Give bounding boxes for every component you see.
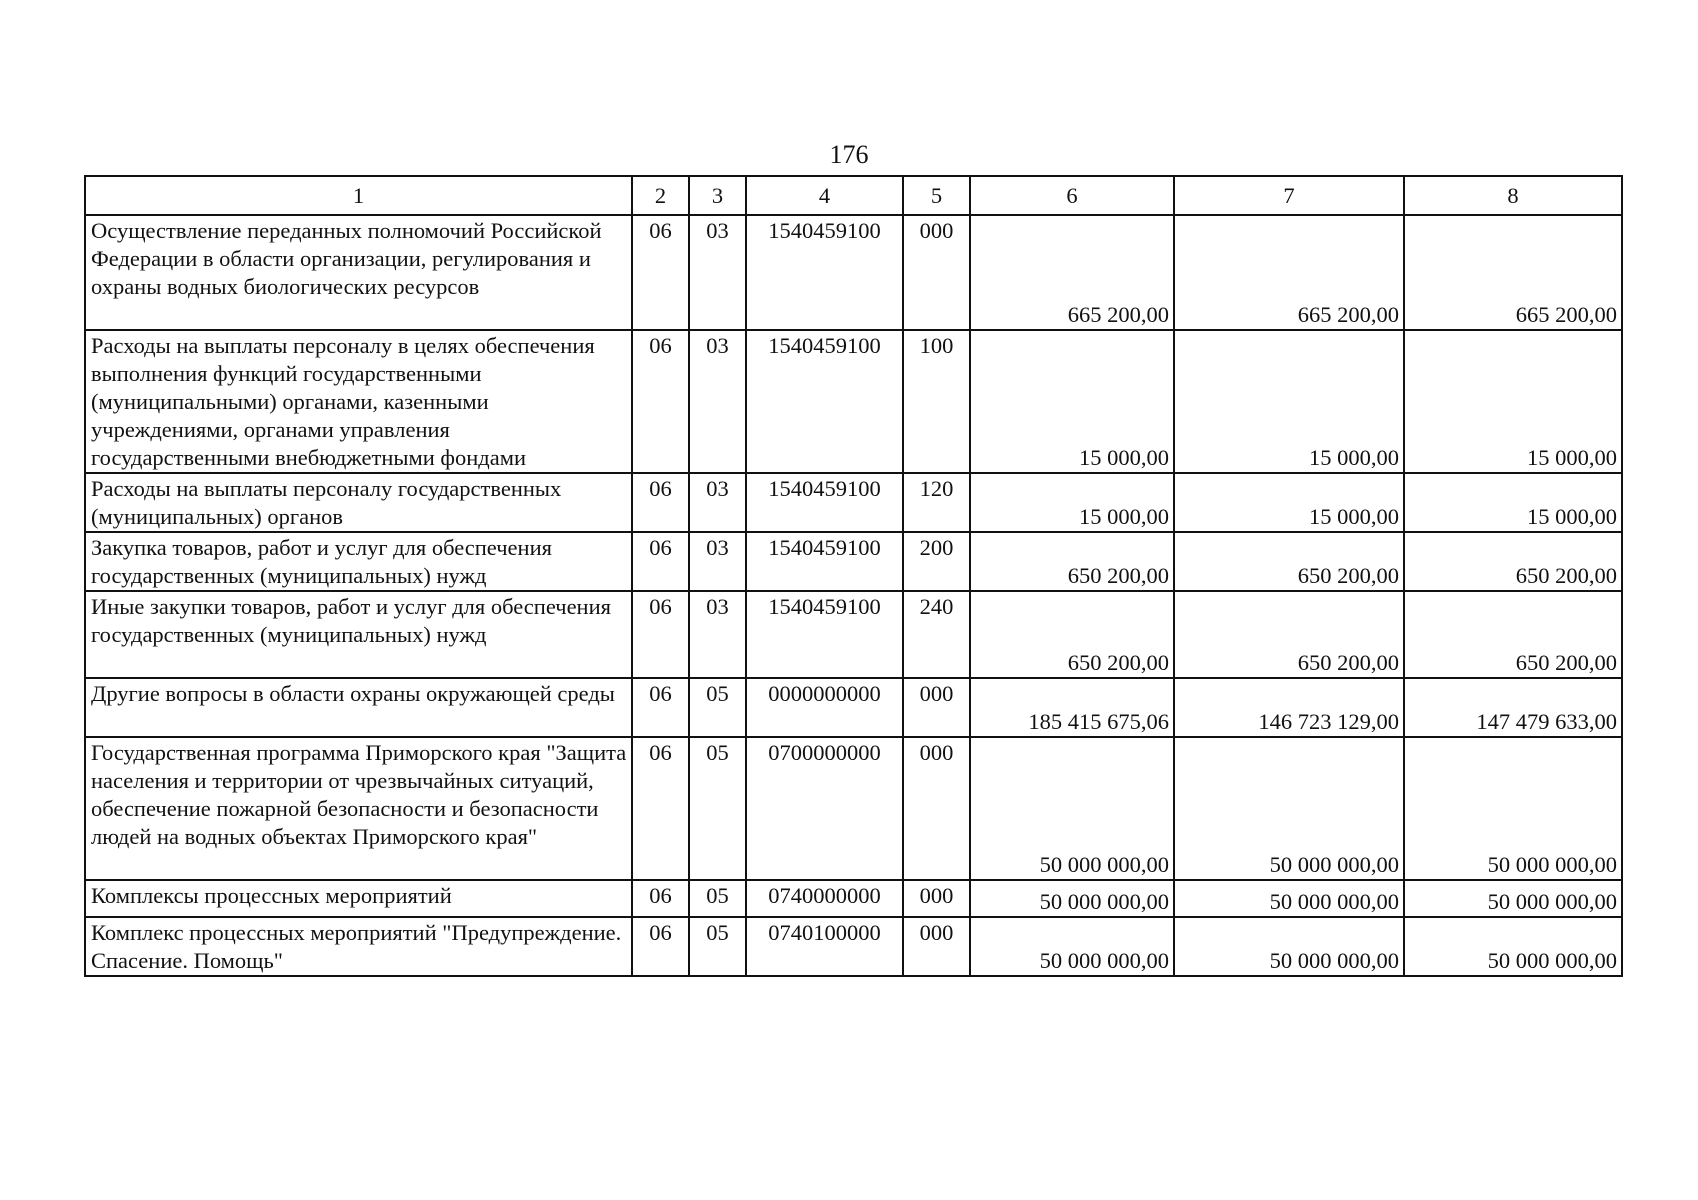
row-amount-col7: 50 000 000,00 <box>1174 880 1404 917</box>
row-subsection: 05 <box>689 880 746 917</box>
row-amount-col7: 15 000,00 <box>1174 330 1404 473</box>
table-row <box>85 215 1622 330</box>
row-target-article: 1540459100 <box>746 330 903 473</box>
row-subsection: 03 <box>689 473 746 532</box>
row-amount-col6: 50 000 000,00 <box>970 737 1174 880</box>
row-amount-col8: 50 000 000,00 <box>1404 880 1622 917</box>
row-subsection: 03 <box>689 330 746 473</box>
row-subsection: 03 <box>689 215 746 330</box>
row-expense-type: 240 <box>903 591 970 678</box>
header-col-6: 6 <box>970 176 1174 215</box>
row-name: Другие вопросы в области охраны окружающей среды <box>85 678 632 737</box>
header-col-5: 5 <box>903 176 970 215</box>
row-amount-col7: 15 000,00 <box>1174 473 1404 532</box>
row-amount-col6: 650 200,00 <box>970 532 1174 591</box>
row-section: 06 <box>632 330 689 473</box>
header-row <box>85 176 1622 215</box>
row-expense-type: 000 <box>903 880 970 917</box>
row-target-article: 1540459100 <box>746 215 903 330</box>
table-row <box>85 917 1622 976</box>
row-section: 06 <box>632 880 689 917</box>
row-name: Закупка товаров, работ и услуг для обеспечения государственных (муниципальных) нужд <box>85 532 632 591</box>
row-expense-type: 000 <box>903 737 970 880</box>
row-amount-col8: 665 200,00 <box>1404 215 1622 330</box>
header-col-3: 3 <box>689 176 746 215</box>
row-expense-type: 000 <box>903 678 970 737</box>
row-subsection: 03 <box>689 591 746 678</box>
table-row <box>85 473 1622 532</box>
row-target-article: 1540459100 <box>746 473 903 532</box>
row-amount-col6: 650 200,00 <box>970 591 1174 678</box>
row-expense-type: 000 <box>903 215 970 330</box>
row-amount-col7: 650 200,00 <box>1174 591 1404 678</box>
header-col-7: 7 <box>1174 176 1404 215</box>
row-expense-type: 000 <box>903 917 970 976</box>
row-section: 06 <box>632 678 689 737</box>
row-name: Комплексы процессных мероприятий <box>85 880 632 917</box>
row-amount-col8: 650 200,00 <box>1404 532 1622 591</box>
row-amount-col8: 650 200,00 <box>1404 591 1622 678</box>
row-amount-col6: 185 415 675,06 <box>970 678 1174 737</box>
header-col-1: 1 <box>85 176 632 215</box>
row-section: 06 <box>632 591 689 678</box>
row-name: Иные закупки товаров, работ и услуг для обеспечения государственных (муниципальных) нужд <box>85 591 632 678</box>
row-amount-col7: 665 200,00 <box>1174 215 1404 330</box>
header-col-8: 8 <box>1404 176 1622 215</box>
row-amount-col8: 50 000 000,00 <box>1404 737 1622 880</box>
row-subsection: 05 <box>689 678 746 737</box>
row-amount-col7: 146 723 129,00 <box>1174 678 1404 737</box>
table-row <box>85 678 1622 737</box>
table-row <box>85 591 1622 678</box>
row-amount-col8: 147 479 633,00 <box>1404 678 1622 737</box>
row-target-article: 1540459100 <box>746 532 903 591</box>
row-amount-col8: 50 000 000,00 <box>1404 917 1622 976</box>
row-amount-col7: 50 000 000,00 <box>1174 737 1404 880</box>
row-expense-type: 120 <box>903 473 970 532</box>
row-amount-col8: 15 000,00 <box>1404 330 1622 473</box>
row-name: Расходы на выплаты персоналу государственных (муниципальных) органов <box>85 473 632 532</box>
row-section: 06 <box>632 917 689 976</box>
row-subsection: 05 <box>689 917 746 976</box>
table-row <box>85 880 1622 917</box>
row-amount-col6: 15 000,00 <box>970 330 1174 473</box>
table-row <box>85 532 1622 591</box>
row-target-article: 0700000000 <box>746 737 903 880</box>
row-target-article: 0740100000 <box>746 917 903 976</box>
row-section: 06 <box>632 532 689 591</box>
row-subsection: 03 <box>689 532 746 591</box>
row-amount-col6: 15 000,00 <box>970 473 1174 532</box>
row-name: Осуществление переданных полномочий Российской Федерации в области организации, регулирования и охраны водных биологических ресурсов <box>85 215 632 330</box>
budget-table <box>84 175 1623 977</box>
row-section: 06 <box>632 215 689 330</box>
row-target-article: 0740000000 <box>746 880 903 917</box>
row-amount-col6: 50 000 000,00 <box>970 880 1174 917</box>
row-target-article: 1540459100 <box>746 591 903 678</box>
header-col-2: 2 <box>632 176 689 215</box>
row-expense-type: 200 <box>903 532 970 591</box>
row-name: Расходы на выплаты персоналу в целях обеспечения выполнения функций государственными (муниципальными) органами, казенными учреждениями, органами управления государственными внебюджетными фондами <box>85 330 632 473</box>
page-number: 176 <box>829 140 869 169</box>
row-target-article: 0000000000 <box>746 678 903 737</box>
row-amount-col6: 665 200,00 <box>970 215 1174 330</box>
table-row <box>85 737 1622 880</box>
row-name: Государственная программа Приморского края "Защита населения и территории от чрезвычайных ситуаций, обеспечение пожарной безопасности и безопасности людей на водных объектах Приморского края" <box>85 737 632 880</box>
row-section: 06 <box>632 737 689 880</box>
header-col-4: 4 <box>746 176 903 215</box>
row-amount-col8: 15 000,00 <box>1404 473 1622 532</box>
table-row <box>85 330 1622 473</box>
table-body <box>85 215 1622 976</box>
row-subsection: 05 <box>689 737 746 880</box>
row-expense-type: 100 <box>903 330 970 473</box>
row-amount-col6: 50 000 000,00 <box>970 917 1174 976</box>
table-header <box>85 176 1622 215</box>
row-name: Комплекс процессных мероприятий "Предупреждение. Спасение. Помощь" <box>85 917 632 976</box>
row-amount-col7: 50 000 000,00 <box>1174 917 1404 976</box>
row-amount-col7: 650 200,00 <box>1174 532 1404 591</box>
row-section: 06 <box>632 473 689 532</box>
